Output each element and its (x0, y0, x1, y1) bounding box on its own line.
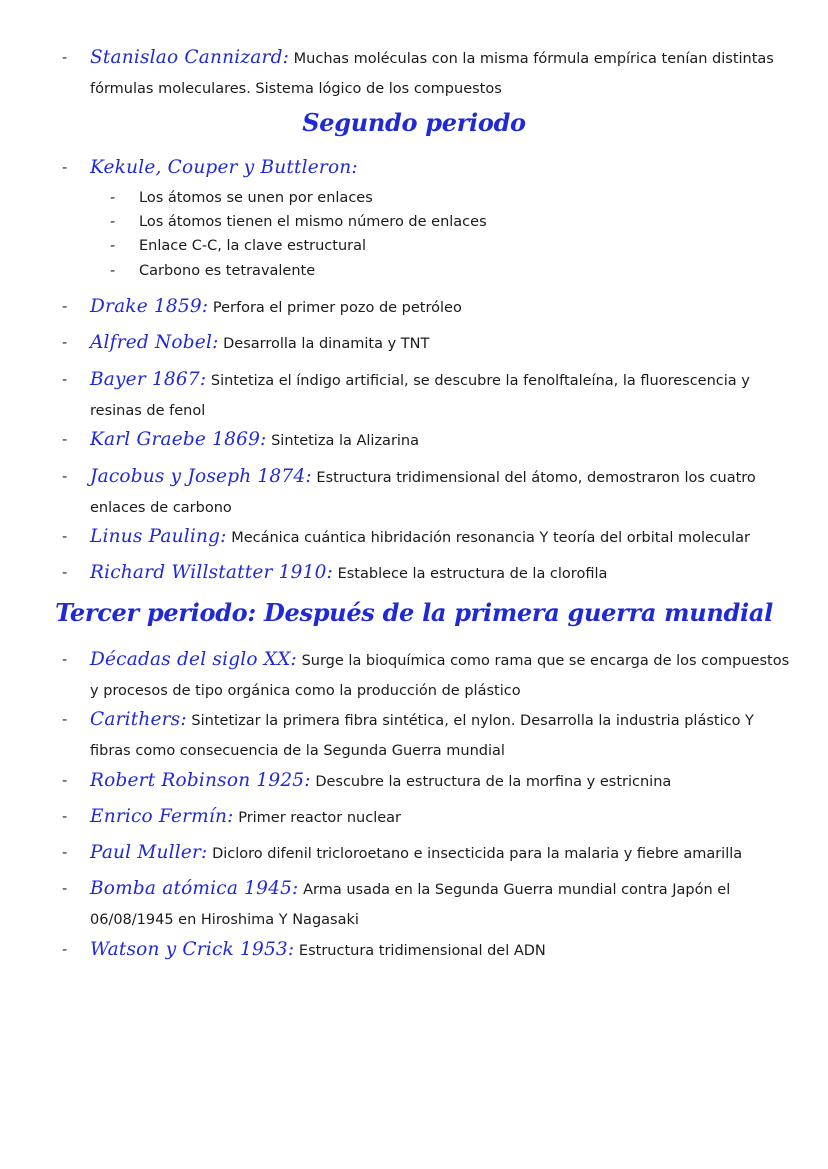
entry-text: Surge la bioquímica como rama que se encarga de los compuestos y procesos de tipo orgánica como la producción de plástico (90, 653, 790, 699)
list-item (62, 645, 792, 706)
sub-item-text: Los átomos tienen el mismo número de enlaces (139, 214, 487, 230)
entry-text: Perfora el primer pozo de petróleo (212, 300, 462, 316)
entry-text: Primer reactor nuclear (238, 810, 401, 826)
bullet-dash: - (62, 712, 68, 728)
bullet-dash: - (110, 190, 116, 206)
list-item (62, 153, 792, 184)
entry-name: Robert Robinson 1925: (90, 770, 311, 791)
list-item (62, 558, 792, 589)
bullet-dash: - (62, 529, 68, 545)
bullet-dash: - (62, 845, 68, 861)
sub-list-item (110, 234, 366, 259)
entry-text: Sintetiza el índigo artificial, se descubre la fenolftaleína, la fluorescencia y resinas de fenol (90, 373, 750, 419)
entry-name: Bomba atómica 1945: (90, 878, 299, 899)
list-item (62, 425, 792, 456)
list-item (62, 802, 792, 833)
bullet-dash: - (62, 335, 68, 351)
list-item (62, 522, 792, 553)
list-item (62, 43, 792, 104)
entry-text: Establece la estructura de la clorofila (337, 566, 608, 582)
entry-text: Estructura tridimensional del ADN (298, 943, 546, 959)
entry-name: Watson y Crick 1953: (90, 939, 295, 960)
list-item (62, 935, 792, 966)
bullet-dash: - (62, 881, 68, 897)
sub-list-item (110, 210, 487, 235)
list-item (62, 292, 792, 323)
bullet-dash: - (110, 238, 116, 254)
entry-name: Paul Muller: (90, 842, 208, 863)
entry-name: Alfred Nobel: (90, 332, 219, 353)
sub-item-text: Enlace C-C, la clave estructural (139, 238, 367, 254)
sub-list-item (110, 186, 373, 211)
sub-list-item (110, 259, 315, 284)
list-item (62, 705, 792, 766)
entry-text: Estructura tridimensional del átomo, demostraron los cuatro enlaces de carbono (90, 470, 756, 516)
section-heading-tercero: Tercer periodo: Después de la primera guerra mundial (55, 598, 773, 627)
entry-name: Décadas del siglo XX: (90, 649, 297, 670)
list-item (62, 874, 792, 935)
bullet-dash: - (62, 773, 68, 789)
entry-name: Stanislao Cannizard: (90, 47, 290, 68)
bullet-dash: - (62, 160, 68, 176)
bullet-dash: - (62, 50, 68, 66)
section-heading-segundo: Segundo periodo (302, 108, 526, 137)
sub-item-text: Los átomos se unen por enlaces (139, 190, 373, 206)
bullet-dash: - (62, 469, 68, 485)
list-item (62, 462, 792, 523)
list-item (62, 328, 792, 359)
list-item (62, 838, 792, 869)
entry-text: Sintetizar la primera fibra sintética, el nylon. Desarrolla la industria plástico Y fibras como consecuencia de la Segunda Guerra mundial (90, 713, 754, 759)
entry-text: Dicloro difenil tricloroetano e insecticida para la malaria y fiebre amarilla (212, 846, 743, 862)
entry-text: Desarrolla la dinamita y TNT (223, 336, 430, 352)
entry-name: Drake 1859: (90, 296, 209, 317)
bullet-dash: - (62, 372, 68, 388)
entry-text: Muchas moléculas con la misma fórmula empírica tenían distintas fórmulas moleculares. Sistema lógico de los compuestos (90, 51, 774, 97)
entry-name: Kekule, Couper y Buttleron: (90, 157, 358, 178)
bullet-dash: - (110, 263, 116, 279)
bullet-dash: - (62, 652, 68, 668)
bullet-dash: - (62, 299, 68, 315)
entry-name: Linus Pauling: (90, 526, 227, 547)
bullet-dash: - (62, 942, 68, 958)
entry-name: Richard Willstatter 1910: (90, 562, 333, 583)
entry-text: Mecánica cuántica hibridación resonancia Y teoría del orbital molecular (231, 530, 750, 546)
sub-item-text: Carbono es tetravalente (139, 263, 316, 279)
entry-text: Arma usada en la Segunda Guerra mundial contra Japón el 06/08/1945 en Hiroshima Y Nagasaki (90, 882, 731, 928)
bullet-dash: - (62, 565, 68, 581)
list-item (62, 766, 792, 797)
bullet-dash: - (62, 432, 68, 448)
entry-name: Karl Graebe 1869: (90, 429, 267, 450)
bullet-dash: - (62, 809, 68, 825)
entry-name: Bayer 1867: (90, 369, 207, 390)
entry-text: Descubre la estructura de la morfina y estricnina (315, 774, 672, 790)
entry-name: Jacobus y Joseph 1874: (90, 466, 312, 487)
bullet-dash: - (110, 214, 116, 230)
entry-name: Enrico Fermín: (90, 806, 234, 827)
list-item (62, 365, 792, 426)
entry-text: Sintetiza la Alizarina (271, 433, 420, 449)
entry-name: Carithers: (90, 709, 187, 730)
